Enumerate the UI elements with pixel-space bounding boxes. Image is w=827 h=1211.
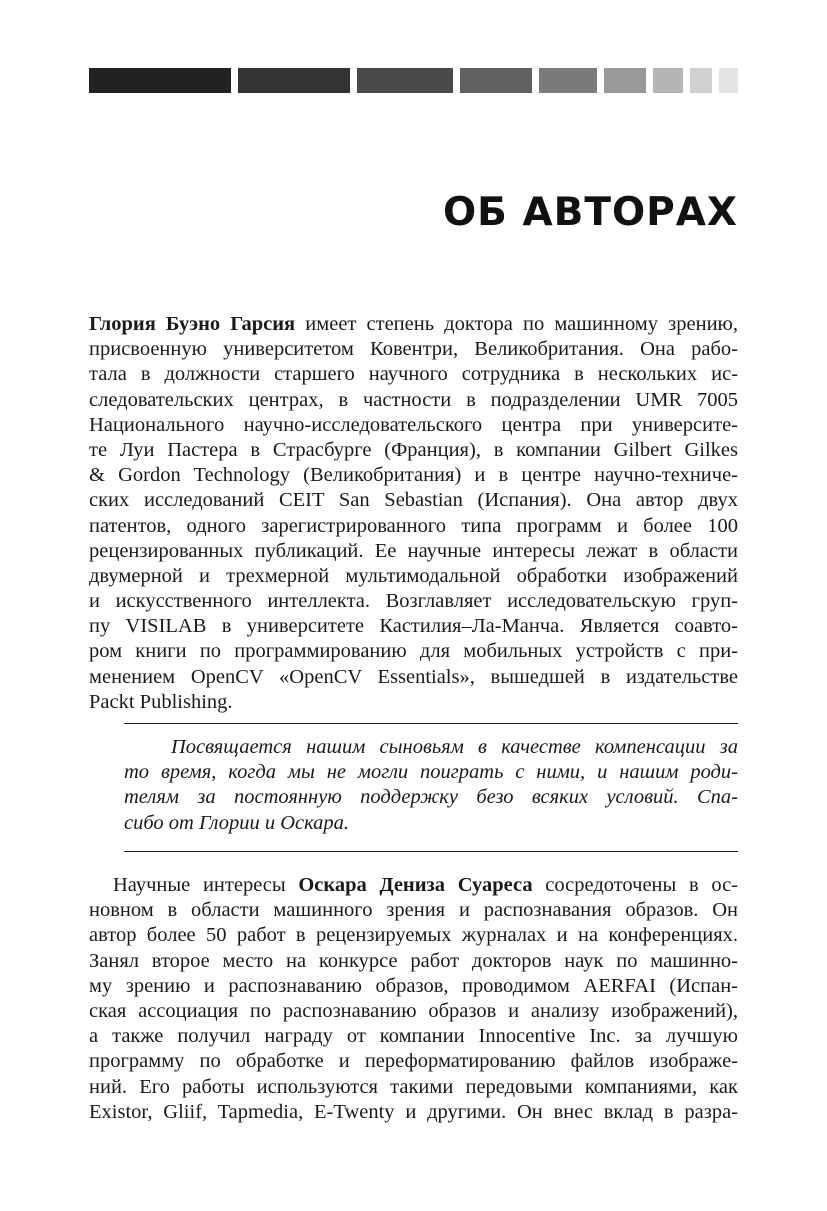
line-text: сосредоточены в ос- (532, 874, 739, 896)
paragraph-line: и искусственного интеллекта. Возглавляет исследовательскую груп- (89, 590, 738, 613)
paragraph-line: му зрению и распознаванию образов, проводимом AERFAI (Испан- (89, 974, 738, 997)
paragraph-line: менением OpenCV «OpenCV Essentials», вышедшей в издательстве (89, 665, 738, 688)
header-bar (690, 68, 712, 93)
paragraph-line: Занял второе место на конкурсе работ докторов наук по машинно- (89, 949, 738, 972)
author2-paragraph (89, 873, 738, 1125)
header-bar (653, 68, 683, 93)
dedication-top-rule (124, 723, 738, 724)
paragraph-line: рецензированных публикаций. Ее научные интересы лежат в области (89, 539, 738, 562)
dedication-line: Посвящается нашим сыновьям в качестве компенсации за (171, 736, 738, 758)
paragraph-line: присвоенную университетом Ковентри, Великобритания. Она рабо- (89, 338, 738, 361)
header-bar (604, 68, 646, 93)
dedication-line: то время, когда мы не могли поиграть с ними, и нашим роди- (124, 761, 738, 784)
paragraph-line: следовательских центрах, в частности в подразделении UMR 7005 (89, 388, 738, 411)
header-bar (719, 68, 738, 93)
page-title: ОБ АВТОРАХ (443, 190, 738, 235)
paragraph-line: автор более 50 работ в рецензируемых журналах и на конференциях. (89, 924, 738, 947)
paragraph-line: ний. Его работы используются такими передовыми компаниями, как (89, 1075, 738, 1098)
header-bar (89, 68, 231, 93)
header-decoration-bars (89, 68, 738, 93)
paragraph-line: & Gordon Technology (Великобритания) и в центре научно-техниче- (89, 464, 738, 487)
dedication-line: сибо от Глории и Оскара. (124, 811, 350, 834)
paragraph-line: а также получил награду от компании Innocentive Inc. за лучшую (89, 1025, 738, 1048)
paragraph-line: новном в области машинного зрения и распознавания образов. Он (89, 899, 738, 922)
paragraph-line: двумерной и трехмерной мультимодальной обработки изображений (89, 564, 738, 587)
line-text: имеет степень доктора по машинному зрению, (295, 313, 738, 335)
paragraph-line: те Луи Пастера в Страсбурге (Франция), в компании Gilbert Gilkes (89, 438, 738, 461)
dedication-bottom-rule (124, 851, 738, 852)
paragraph-line (89, 312, 738, 337)
paragraph-line (89, 873, 738, 898)
paragraph-line: Национального научно-исследовательского центра при университе- (89, 413, 738, 436)
paragraph-line: Existor, Gliif, Tapmedia, E-Twenty и другими. Он внес вклад в разра- (89, 1100, 738, 1123)
author1-name: Глория Буэно Гарсия (89, 313, 296, 335)
paragraph-line: программу по обработке и переформатированию файлов изображе- (89, 1050, 738, 1073)
header-bar (357, 68, 453, 93)
line-text: Научные интересы (113, 874, 299, 896)
header-bar (539, 68, 597, 93)
paragraph-line: ская ассоциация по распознаванию образов и анализу изображений), (89, 999, 738, 1022)
paragraph-line: патентов, одного зарегистрированного типа программ и более 100 (89, 514, 738, 537)
header-bar (460, 68, 532, 93)
header-bar (238, 68, 350, 93)
author1-paragraph (89, 312, 738, 715)
paragraph-line: ром книги по программированию для мобильных устройств с при- (89, 640, 738, 663)
dedication (124, 735, 738, 836)
dedication-line: телям за постоянную поддержку безо всяких условий. Спа- (124, 786, 738, 809)
author2-name: Оскара Дениза Суареса (298, 874, 533, 896)
paragraph-line: ских исследований CEIT San Sebastian (Испания). Она автор двух (89, 489, 738, 512)
paragraph-line: пу VISILAB в университете Кастилия–Ла-Манча. Является соавто- (89, 615, 738, 638)
paragraph-line: тала в должности старшего научного сотрудника в нескольких ис- (89, 363, 738, 386)
paragraph-line: Packt Publishing. (89, 690, 233, 713)
